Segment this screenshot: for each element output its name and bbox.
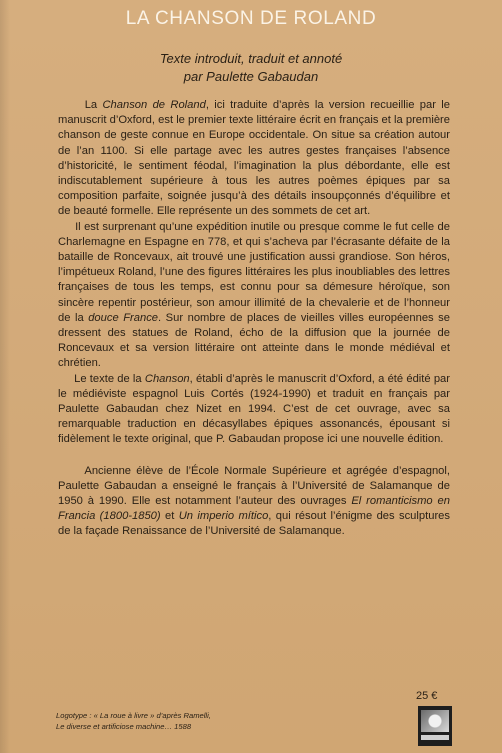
paragraph-2-rest: . Sur nombre de places de vieilles villes européennes se dressent des statues de Roland, écho de la diffusion que la journée de Roncevaux et sa version littéraire ont atteinte dans le monde médiéval et chrétien.: [58, 311, 450, 370]
paragraph-4-rest: , qui résout l’énigme des sculptures de la façade Renaissance de l’Université de Salamanque.: [58, 510, 450, 538]
paragraph-4-start: Ancienne élève de l’École Normale Supérieure et agrégée d’espagnol, Paulette Gabaudan a enseigné le français à l’Université de Salamanque de 1950 à 1990. Elle est notamment l’auteur des ouvrages: [58, 464, 450, 508]
paragraph-2-emphasis: douce France: [88, 311, 159, 324]
paragraph-3-start: Le texte de la: [74, 372, 145, 385]
paragraph-4-book-1: El romanticismo en Francia (1800-1850): [58, 495, 450, 523]
credit-line-1: Logotype : « La roue à livre » d’après Ramelli,: [56, 711, 211, 720]
publisher-band: [421, 735, 449, 740]
credit-line-2: Le diverse et artificiose machine… 1588: [56, 722, 192, 731]
paragraph-spacer: [58, 448, 450, 464]
paragraph-1-start: La: [84, 99, 103, 111]
spine-shadow: [0, 0, 10, 753]
blurb: [58, 98, 450, 540]
logotype-credit: [56, 710, 306, 732]
paragraph-3-title-ref: Chanson: [144, 372, 190, 385]
price-label: 25 €: [416, 690, 438, 702]
publisher-logo: [418, 706, 452, 746]
book-subtitle: [0, 50, 502, 86]
paragraph-2-start: Il est surprenant qu’une expédition inutile ou presque comme le fut celle de Charlemagne en Espagne en 778, et qui s’acheva par l’écrasante défaite de la bataille de Roncevaux, ait trouvé une justification aussi grandiose. Son héros, l’impétueux Roland, l’une des figures littéraires les plus inoubliables des lettres françaises de tous les temps, est connu pour sa démesure héroïque, son sincère repentir postérieur, son amour illimité de la chevalerie et de l’honneur de la: [58, 220, 450, 324]
publisher-emblem-icon: [421, 710, 449, 732]
paragraph-1: [58, 98, 450, 220]
paragraph-1-title-ref: Chanson de Roland: [102, 99, 206, 111]
subtitle-line-1: Texte introduit, traduit et annoté: [159, 51, 343, 66]
paragraph-4-connector: et: [160, 510, 179, 523]
paragraph-2: [58, 220, 450, 372]
paragraph-3: [58, 372, 450, 448]
paragraph-3-rest: , établi d’après le manuscrit d’Oxford, a été édité par le médiéviste espagnol Luis Cortés (1924-1990) et traduit en français par Paulette Gabaudan chez Nizet en 1994. C’est de cet ouvrage, avec sa remarquable traduction en décasyllabes épiques assonancés, épousant si fidèlement le texte original, que P. Gabaudan propose ici une nouvelle édition.: [58, 372, 451, 446]
book-title: LA CHANSON DE ROLAND: [125, 8, 377, 29]
paragraph-1-rest: , ici traduite d’après la version recueillie par le manuscrit d’Oxford, est le premier texte littéraire écrit en français et la première chanson de geste connue en Europe occidentale. On situe sa création autour de l’an 1100. Si elle partage avec les autres gestes françaises l’absence d’historicité, le sentiment féodal, l’imagination la plus débordante, elle est indiscutablement supérieure à tous les autres poèmes épiques par sa composition parfaite, soignée jusqu’à des détails insoupçonnés d’équilibre et de beauté formelle. Elle représente un des sommets de cet art.: [58, 99, 450, 218]
paragraph-4-book-2: Un imperio mítico: [178, 510, 269, 523]
paragraph-4: [58, 464, 450, 540]
subtitle-line-2: par Paulette Gabaudan: [183, 69, 319, 84]
